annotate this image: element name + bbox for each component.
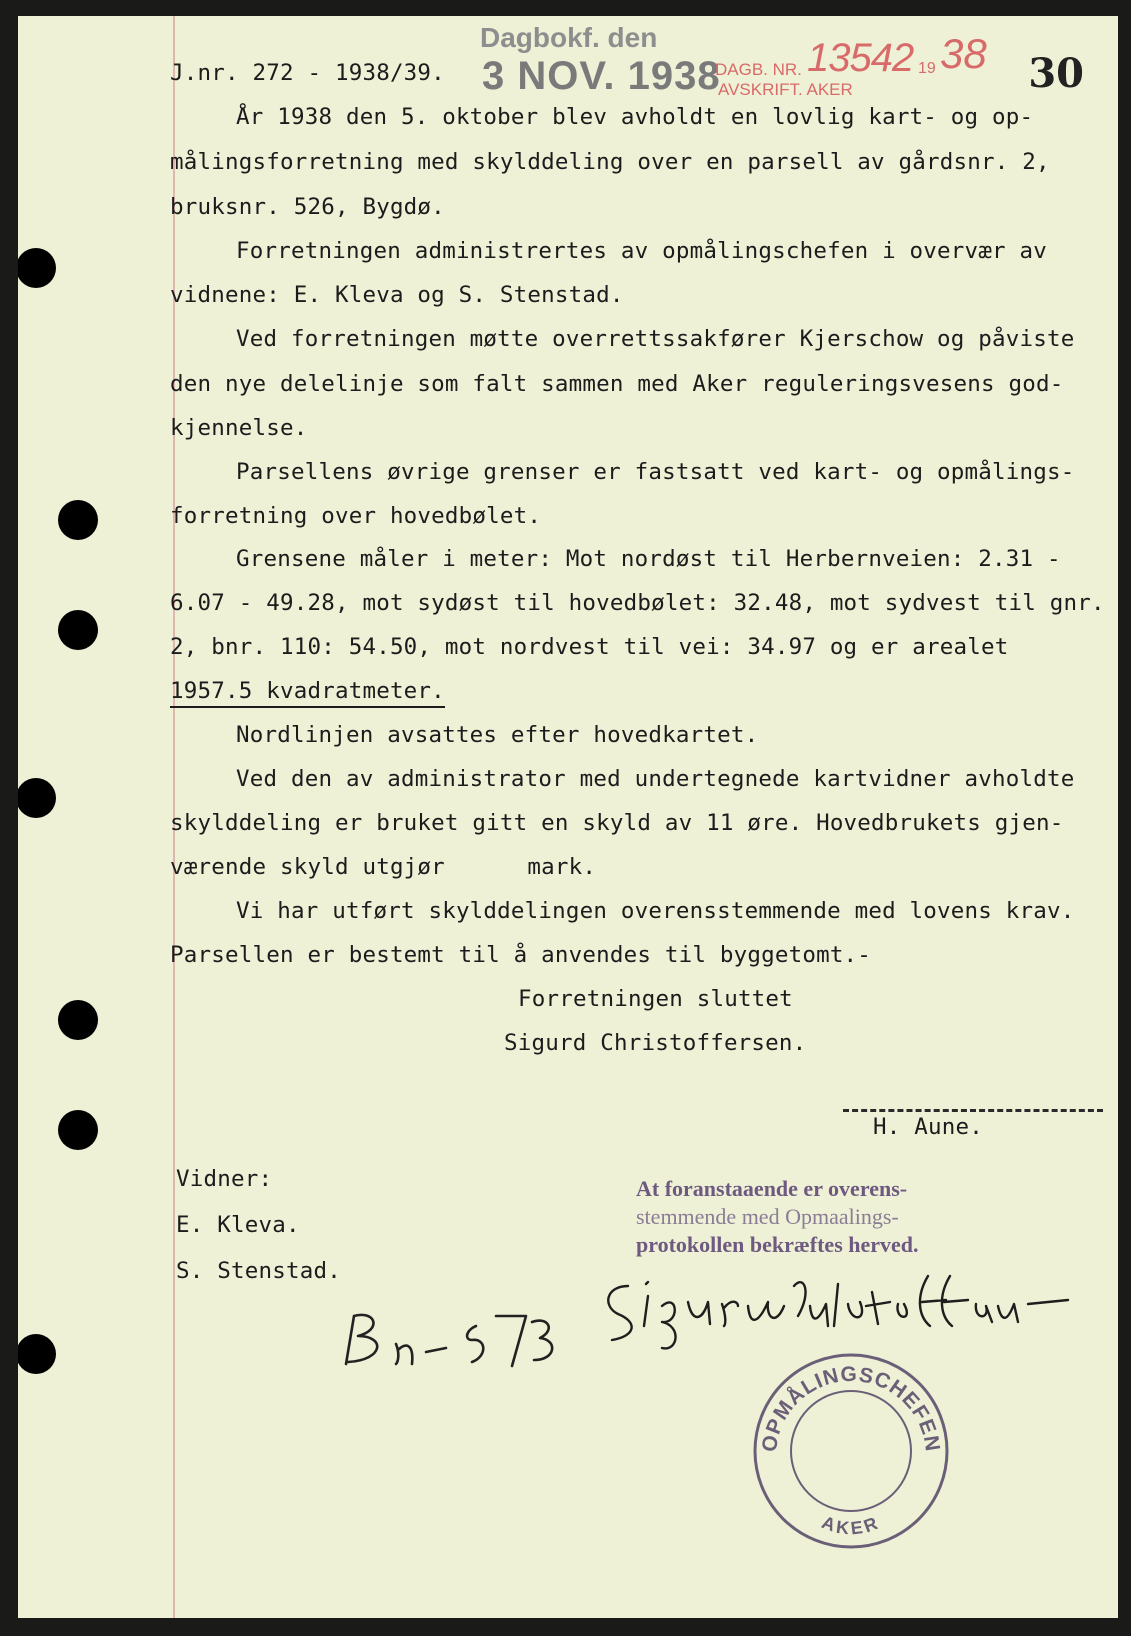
witness-1: E. Kleva. (176, 1212, 300, 1238)
punch-hole (58, 1000, 98, 1040)
punch-hole (18, 778, 56, 818)
punch-hole (58, 610, 98, 650)
body-line: Parsellens øvrige grenser er fastsatt ved kart- og opmålings- (236, 459, 1075, 485)
signature-dash-line (843, 1109, 1103, 1112)
body-line: 6.07 - 49.28, mot sydøst til hovedbølet: 32.48, mot sydvest til gnr. (170, 590, 1105, 616)
page-number: 30 (1028, 50, 1084, 97)
avskrift-stamp: AVSKRIFT. AKER (718, 80, 853, 99)
administrator-name: Sigurd Christoffersen. (504, 1030, 807, 1056)
body-line: målingsforretning med skylddeling over en parsell av gårdsnr. 2, (170, 149, 1050, 175)
date-stamp: 3 NOV. 1938 (482, 54, 721, 98)
area-total: 1957.5 kvadratmeter. (170, 678, 445, 708)
body-line: bruksnr. 526, Bygdø. (170, 194, 445, 220)
dagb-nr-value: 13542 (807, 36, 914, 80)
handwritten-signature (598, 1256, 1098, 1356)
certification-line-2: stemmende med Opmaalings- (636, 1204, 899, 1229)
punch-hole (18, 1334, 56, 1374)
punch-hole (58, 500, 98, 540)
body-line: Vi har utført skylddelingen overensstemmende med lovens krav. (236, 898, 1075, 924)
official-seal (746, 1346, 956, 1556)
document-page (18, 16, 1118, 1618)
body-line: Grensene måler i meter: Mot nordøst til Herbernveien: 2.31 - (236, 546, 1061, 572)
body-line: Nordlinjen avsattes efter hovedkartet. (236, 722, 759, 748)
body-line: forretning over hovedbølet. (170, 503, 542, 529)
body-line: Forretningen administrertes av opmålingschefen i overvær av (236, 238, 1048, 264)
body-line: Ved forretningen møtte overrettssakfører Kjerschow og påviste (236, 326, 1075, 352)
witnesses-label: Vidner: (176, 1166, 273, 1192)
witness-2: S. Stenstad. (176, 1258, 341, 1284)
body-line: Parsellen er bestemt til å anvendes til byggetomt.- (170, 942, 872, 968)
seal-top-text: OPMÅLINGSCHEFEN (757, 1362, 945, 1454)
year-suffix: 38 (940, 30, 987, 77)
seal-bottom-text: AKER (819, 1512, 883, 1539)
svg-text:OPMÅLINGSCHEFEN (758, 1363, 944, 1454)
body-line: den nye delelinje som falt sammen med Aker reguleringsvesens god- (170, 371, 1064, 397)
body-line: År 1938 den 5. oktober blev avholdt en lovlig kart- og op- (236, 104, 1034, 130)
punch-hole (58, 1110, 98, 1150)
signer-name: H. Aune. (873, 1114, 983, 1140)
journal-number: J.nr. 272 - 1938/39. (170, 60, 445, 86)
year-prefix: 19 (918, 60, 936, 77)
dagbok-stamp: Dagbokf. den (480, 22, 658, 53)
body-line: Ved den av administrator med undertegnede kartvidner avholdte (236, 766, 1075, 792)
dagb-nr-label: DAGB. NR. (715, 60, 802, 79)
punch-hole (18, 248, 56, 288)
body-line: vidnene: E. Kleva og S. Stenstad. (170, 282, 624, 308)
certification-line-1: At foranstaaende er overens- (636, 1176, 908, 1201)
body-line: 2, bnr. 110: 54.50, mot nordvest til vei: 34.97 og er arealet (170, 634, 1009, 660)
body-line: værende skyld utgjør mark. (170, 854, 597, 880)
handwritten-note (336, 1306, 576, 1386)
svg-text:AKER (819, 1512, 883, 1538)
closing-line: Forretningen sluttet (518, 986, 793, 1012)
certification-line-3: protokollen bekræftes herved. (636, 1232, 919, 1257)
body-line: skylddeling er bruket gitt en skyld av 11 øre. Hovedbrukets gjen- (170, 810, 1064, 836)
body-line: kjennelse. (170, 415, 308, 441)
